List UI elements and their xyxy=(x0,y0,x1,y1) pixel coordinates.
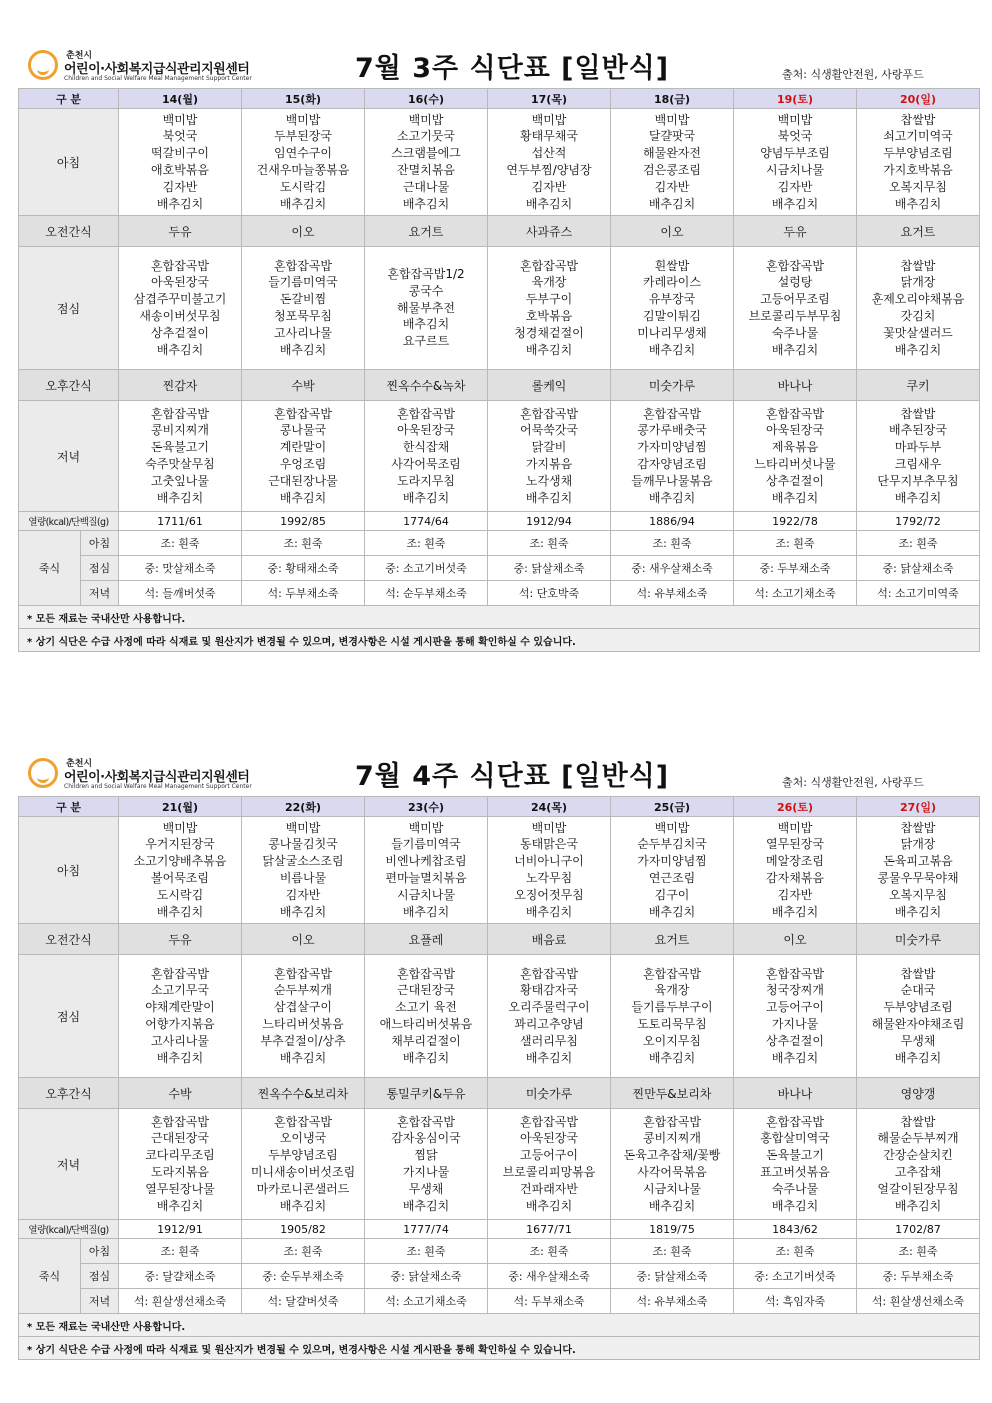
calorie-cell: 1912/94 xyxy=(488,512,611,531)
porridge-cell: 석: 순두부채소죽 xyxy=(365,581,488,606)
porridge-cell: 중: 닭살채소죽 xyxy=(365,1264,488,1289)
porridge-cell: 조: 흰죽 xyxy=(734,1239,857,1264)
calorie-cell: 1922/78 xyxy=(734,512,857,531)
pm-snack-row xyxy=(19,370,980,401)
calorie-cell: 1792/72 xyxy=(857,512,980,531)
porridge-cell: 조: 흰죽 xyxy=(119,531,242,556)
org-city: 춘천시 xyxy=(66,51,93,61)
week-3-section xyxy=(0,0,992,648)
source-text: 출처: 식생활안전원, 사랑푸드 xyxy=(782,776,924,789)
porridge-cell: 석: 흰살생선채소죽 xyxy=(857,1289,980,1314)
day-header: 23(수) xyxy=(365,797,488,817)
breakfast-cell: 백미밥 두부된장국 임연수구이 건새우마늘쫑볶음 도시락김 배추김치 xyxy=(242,109,365,216)
note-row xyxy=(19,1337,980,1360)
porridge-row xyxy=(19,581,980,606)
note-row xyxy=(19,1314,980,1337)
porridge-sub-label: 저녁 xyxy=(81,1289,119,1314)
day-header: 27(일) xyxy=(857,797,980,817)
porridge-row xyxy=(19,1289,980,1314)
org-english-name: Children and Social Welfare Meal Management Support Center xyxy=(64,783,252,790)
pm-snack-cell: 미숫가루 xyxy=(488,1078,611,1109)
dinner-cell: 혼합잡곡밥 감자옹심이국 찜닭 가지나물 무생채 배추김치 xyxy=(365,1109,488,1220)
dinner-cell: 혼합잡곡밥 아욱된장국 한식잡채 사각어묵조림 도라지무침 배추김치 xyxy=(365,401,488,512)
breakfast-cell: 백미밥 북엇국 양념두부조림 시금치나물 김자반 배추김치 xyxy=(734,109,857,216)
org-name: 어린이·사회복지급식관리지원센터 xyxy=(64,770,250,785)
org-english-name: Children and Social Welfare Meal Management Support Center xyxy=(64,75,252,82)
smile-logo-icon xyxy=(28,50,58,80)
am-snack-label: 오전간식 xyxy=(19,216,119,247)
porridge-cell: 석: 유부채소죽 xyxy=(611,581,734,606)
porridge-row xyxy=(19,1264,980,1289)
week-4-section xyxy=(0,708,992,1356)
note-text: * 모든 재료는 국내산만 사용합니다. xyxy=(19,1314,980,1337)
lunch-cell: 흰쌀밥 카레라이스 유부장국 김말이튀김 미나리무생채 배추김치 xyxy=(611,247,734,370)
am-snack-cell: 이오 xyxy=(242,216,365,247)
porridge-cell: 석: 달걀버섯죽 xyxy=(242,1289,365,1314)
pm-snack-row xyxy=(19,1078,980,1109)
pm-snack-cell: 바나나 xyxy=(734,1078,857,1109)
breakfast-label: 아침 xyxy=(19,109,119,216)
am-snack-cell: 이오 xyxy=(611,216,734,247)
porridge-cell: 중: 새우살채소죽 xyxy=(488,1264,611,1289)
porridge-cell: 석: 소고기채소죽 xyxy=(365,1289,488,1314)
lunch-cell: 혼합잡곡밥 들기름미역국 돈갈비찜 청포묵무침 고사리나물 배추김치 xyxy=(242,247,365,370)
porridge-cell: 석: 단호박죽 xyxy=(488,581,611,606)
lunch-cell: 혼합잡곡밥 순두부찌개 삼겹살구이 느타리버섯볶음 부추겉절이/상추 배추김치 xyxy=(242,955,365,1078)
breakfast-cell: 백미밥 열무된장국 메알장조림 감자채볶음 김자반 배추김치 xyxy=(734,817,857,924)
lunch-cell: 혼합잡곡밥 황태감자국 오리주물럭구이 꽈리고추양념 샐러리무침 배추김치 xyxy=(488,955,611,1078)
calorie-cell: 1819/75 xyxy=(611,1220,734,1239)
porridge-sub-label: 점심 xyxy=(81,1264,119,1289)
lunch-cell: 혼합잡곡밥 아욱된장국 삼겹주꾸미불고기 새송이버섯무침 상추겉절이 배추김치 xyxy=(119,247,242,370)
note-row xyxy=(19,629,980,652)
pm-snack-label: 오후간식 xyxy=(19,1078,119,1109)
porridge-cell: 중: 닭살채소죽 xyxy=(488,556,611,581)
note-row xyxy=(19,606,980,629)
dinner-label: 저녁 xyxy=(19,1109,119,1220)
porridge-sub-label: 점심 xyxy=(81,556,119,581)
porridge-cell: 조: 흰죽 xyxy=(365,531,488,556)
dinner-cell: 혼합잡곡밥 콩가루배춧국 가자미양념찜 감자양념조림 들깨무나물볶음 배추김치 xyxy=(611,401,734,512)
breakfast-cell: 백미밥 들기름미역국 비엔나케찹조림 편마늘멸치볶음 시금치나물 배추김치 xyxy=(365,817,488,924)
porridge-label: 죽식 xyxy=(19,531,81,606)
pm-snack-cell: 쿠키 xyxy=(857,370,980,401)
breakfast-cell: 찹쌀밥 쇠고기미역국 두부양념조림 가지호박볶음 오복지무침 배추김치 xyxy=(857,109,980,216)
pm-snack-cell: 수박 xyxy=(119,1078,242,1109)
porridge-cell: 중: 소고기버섯죽 xyxy=(734,1264,857,1289)
dinner-cell: 혼합잡곡밥 아욱된장국 제육볶음 느타리버섯나물 상추겉절이 배추김치 xyxy=(734,401,857,512)
calorie-label: 열량(kcal)/단백질(g) xyxy=(19,512,119,531)
breakfast-cell: 백미밥 순두부김치국 가자미양념찜 연근조림 김구이 배추김치 xyxy=(611,817,734,924)
pm-snack-cell: 통밀쿠키&두유 xyxy=(365,1078,488,1109)
porridge-cell: 석: 소고기미역죽 xyxy=(857,581,980,606)
org-city: 춘천시 xyxy=(66,759,93,769)
dinner-cell: 혼합잡곡밥 아욱된장국 고등어구이 브로콜리피망볶음 건파래자반 배추김치 xyxy=(488,1109,611,1220)
day-header: 22(화) xyxy=(242,797,365,817)
porridge-sub-label: 아침 xyxy=(81,1239,119,1264)
porridge-cell: 조: 흰죽 xyxy=(857,1239,980,1264)
breakfast-cell: 백미밥 황태무채국 섭산적 연두부찜/양념장 김자반 배추김치 xyxy=(488,109,611,216)
porridge-cell: 조: 흰죽 xyxy=(611,531,734,556)
day-header-row xyxy=(19,797,980,817)
calorie-row xyxy=(19,512,980,531)
dinner-cell: 찹쌀밥 배추된장국 마파두부 크림새우 단무지부추무침 배추김치 xyxy=(857,401,980,512)
porridge-cell: 중: 두부채소죽 xyxy=(734,556,857,581)
porridge-cell: 석: 흰살생선채소죽 xyxy=(119,1289,242,1314)
porridge-cell: 중: 황태채소죽 xyxy=(242,556,365,581)
porridge-cell: 조: 흰죽 xyxy=(365,1239,488,1264)
day-header: 20(일) xyxy=(857,89,980,109)
gubun-header: 구 분 xyxy=(19,89,119,109)
am-snack-cell: 요플레 xyxy=(365,924,488,955)
smile-logo-icon xyxy=(28,758,58,788)
breakfast-cell: 백미밥 소고기뭇국 스크램블에그 잔멸치볶음 근대나물 배추김치 xyxy=(365,109,488,216)
day-header: 18(금) xyxy=(611,89,734,109)
calorie-cell: 1912/91 xyxy=(119,1220,242,1239)
porridge-label: 죽식 xyxy=(19,1239,81,1314)
calorie-row xyxy=(19,1220,980,1239)
porridge-sub-label: 아침 xyxy=(81,531,119,556)
day-header: 19(토) xyxy=(734,89,857,109)
porridge-cell: 중: 새우살채소죽 xyxy=(611,556,734,581)
porridge-cell: 조: 흰죽 xyxy=(488,531,611,556)
calorie-cell: 1711/61 xyxy=(119,512,242,531)
calorie-cell: 1886/94 xyxy=(611,512,734,531)
calorie-cell: 1843/62 xyxy=(734,1220,857,1239)
pm-snack-cell: 찐옥수수&보리차 xyxy=(242,1078,365,1109)
lunch-cell: 혼합잡곡밥 육개장 두부구이 호박볶음 청경채겉절이 배추김치 xyxy=(488,247,611,370)
day-header: 26(토) xyxy=(734,797,857,817)
calorie-cell: 1777/74 xyxy=(365,1220,488,1239)
dinner-cell: 혼합잡곡밥 콩비지찌개 돈육고추잡채/꽃빵 사각어묵볶음 시금치나물 배추김치 xyxy=(611,1109,734,1220)
calorie-cell: 1702/87 xyxy=(857,1220,980,1239)
breakfast-row xyxy=(19,817,980,924)
am-snack-cell: 두유 xyxy=(734,216,857,247)
note-text: * 상기 식단은 수급 사정에 따라 식재료 및 원산지가 변경될 수 있으며, 변경사항은 시설 게시판을 통해 확인하실 수 있습니다. xyxy=(19,629,980,652)
porridge-cell: 중: 두부채소죽 xyxy=(857,1264,980,1289)
breakfast-cell: 백미밥 북엇국 떡갈비구이 애호박볶음 김자반 배추김치 xyxy=(119,109,242,216)
am-snack-row xyxy=(19,924,980,955)
breakfast-cell: 백미밥 동태맑은국 너비아니구이 노각무침 오징어젓무침 배추김치 xyxy=(488,817,611,924)
day-header: 25(금) xyxy=(611,797,734,817)
am-snack-cell: 요거트 xyxy=(611,924,734,955)
source-text: 출처: 식생활안전원, 사랑푸드 xyxy=(782,68,924,81)
day-header-row xyxy=(19,89,980,109)
lunch-cell: 혼합잡곡밥 청국장찌개 고등어구이 가지나물 상추겉절이 배추김치 xyxy=(734,955,857,1078)
note-text: * 모든 재료는 국내산만 사용합니다. xyxy=(19,606,980,629)
dinner-cell: 혼합잡곡밥 홍합살미역국 돈육불고기 표고버섯볶음 숙주나물 배추김치 xyxy=(734,1109,857,1220)
porridge-sub-label: 저녁 xyxy=(81,581,119,606)
day-header: 24(목) xyxy=(488,797,611,817)
breakfast-cell: 백미밥 콩나물김칫국 닭살굴소스조림 비름나물 김자반 배추김치 xyxy=(242,817,365,924)
am-snack-cell: 요거트 xyxy=(365,216,488,247)
am-snack-cell: 두유 xyxy=(119,216,242,247)
week-header xyxy=(0,708,992,796)
calorie-label: 열량(kcal)/단백질(g) xyxy=(19,1220,119,1239)
dinner-row xyxy=(19,1109,980,1220)
pm-snack-cell: 바나나 xyxy=(734,370,857,401)
porridge-cell: 중: 순두부채소죽 xyxy=(242,1264,365,1289)
porridge-cell: 조: 흰죽 xyxy=(734,531,857,556)
menu-table xyxy=(18,88,980,652)
page-title: 7월 3주 식단표 [일반식] xyxy=(355,53,670,84)
breakfast-row xyxy=(19,109,980,216)
dinner-cell: 혼합잡곡밥 근대된장국 코다리무조림 도라지볶음 열무된장나물 배추김치 xyxy=(119,1109,242,1220)
center-logo xyxy=(28,756,268,792)
porridge-cell: 조: 흰죽 xyxy=(119,1239,242,1264)
lunch-row xyxy=(19,247,980,370)
dinner-cell: 찹쌀밥 해물순두부찌개 간장순살치킨 고추잡채 얼갈이된장무침 배추김치 xyxy=(857,1109,980,1220)
am-snack-cell: 사과쥬스 xyxy=(488,216,611,247)
porridge-cell: 중: 맛살채소죽 xyxy=(119,556,242,581)
pm-snack-label: 오후간식 xyxy=(19,370,119,401)
porridge-cell: 석: 들깨버섯죽 xyxy=(119,581,242,606)
dinner-cell: 혼합잡곡밥 어묵쑥갓국 닭갈비 가지볶음 노각생채 배추김치 xyxy=(488,401,611,512)
lunch-cell: 혼합잡곡밥 소고기무국 야채계란말이 어향가지볶음 고사리나물 배추김치 xyxy=(119,955,242,1078)
day-header: 15(화) xyxy=(242,89,365,109)
lunch-label: 점심 xyxy=(19,955,119,1078)
lunch-cell: 찹쌀밥 닭개장 훈제오리야채볶음 갓김치 꽃맛살샐러드 배추김치 xyxy=(857,247,980,370)
dinner-cell: 혼합잡곡밥 오이냉국 두부양념조림 미니새송이버섯조림 마카로니콘샐러드 배추김치 xyxy=(242,1109,365,1220)
org-name: 어린이·사회복지급식관리지원센터 xyxy=(64,62,250,77)
pm-snack-cell: 수박 xyxy=(242,370,365,401)
breakfast-cell: 찹쌀밥 닭개장 돈육피고볶음 콩물우무묵야채 오복지무침 배추김치 xyxy=(857,817,980,924)
am-snack-row xyxy=(19,216,980,247)
porridge-cell: 조: 흰죽 xyxy=(242,531,365,556)
porridge-cell: 조: 흰죽 xyxy=(611,1239,734,1264)
week-header xyxy=(0,0,992,88)
porridge-cell: 중: 닭살채소죽 xyxy=(857,556,980,581)
center-logo xyxy=(28,48,268,84)
menu-table xyxy=(18,796,980,1360)
day-header: 17(목) xyxy=(488,89,611,109)
porridge-cell: 조: 흰죽 xyxy=(488,1239,611,1264)
lunch-cell: 혼합잡곡밥1/2 콩국수 해물부추전 배추김치 요구르트 xyxy=(365,247,488,370)
porridge-cell: 조: 흰죽 xyxy=(857,531,980,556)
porridge-cell: 석: 두부채소죽 xyxy=(242,581,365,606)
am-snack-label: 오전간식 xyxy=(19,924,119,955)
lunch-label: 점심 xyxy=(19,247,119,370)
dinner-cell: 혼합잡곡밥 콩비지찌개 돈육불고기 숙주맛살무침 고춧잎나물 배추김치 xyxy=(119,401,242,512)
note-text: * 상기 식단은 수급 사정에 따라 식재료 및 원산지가 변경될 수 있으며, 변경사항은 시설 게시판을 통해 확인하실 수 있습니다. xyxy=(19,1337,980,1360)
am-snack-cell: 요거트 xyxy=(857,216,980,247)
dinner-row xyxy=(19,401,980,512)
pm-snack-cell: 찐감자 xyxy=(119,370,242,401)
am-snack-cell: 이오 xyxy=(734,924,857,955)
day-header: 16(수) xyxy=(365,89,488,109)
pm-snack-cell: 찐만두&보리차 xyxy=(611,1078,734,1109)
lunch-cell: 찹쌀밥 순대국 두부양념조림 해물완자야채조림 무생채 배추김치 xyxy=(857,955,980,1078)
porridge-row xyxy=(19,556,980,581)
calorie-cell: 1677/71 xyxy=(488,1220,611,1239)
calorie-cell: 1992/85 xyxy=(242,512,365,531)
lunch-cell: 혼합잡곡밥 설렁탕 고등어무조림 브로콜리두부무침 숙주나물 배추김치 xyxy=(734,247,857,370)
am-snack-cell: 미숫가루 xyxy=(857,924,980,955)
day-header: 14(월) xyxy=(119,89,242,109)
calorie-cell: 1774/64 xyxy=(365,512,488,531)
gubun-header: 구 분 xyxy=(19,797,119,817)
lunch-cell: 혼합잡곡밥 육개장 들기름두부구이 도토리묵무침 오이지무침 배추김치 xyxy=(611,955,734,1078)
porridge-cell: 조: 흰죽 xyxy=(242,1239,365,1264)
am-snack-cell: 두유 xyxy=(119,924,242,955)
porridge-cell: 석: 유부채소죽 xyxy=(611,1289,734,1314)
lunch-row xyxy=(19,955,980,1078)
day-header: 21(월) xyxy=(119,797,242,817)
am-snack-cell: 이오 xyxy=(242,924,365,955)
page-title: 7월 4주 식단표 [일반식] xyxy=(355,761,670,792)
porridge-cell: 중: 닭살채소죽 xyxy=(611,1264,734,1289)
dinner-label: 저녁 xyxy=(19,401,119,512)
porridge-cell: 석: 소고기채소죽 xyxy=(734,581,857,606)
dinner-cell: 혼합잡곡밥 콩나물국 계란말이 우엉조림 근대된장나물 배추김치 xyxy=(242,401,365,512)
lunch-cell: 혼합잡곡밥 근대된장국 소고기 육전 애느타리버섯볶음 채부리겉절이 배추김치 xyxy=(365,955,488,1078)
breakfast-cell: 백미밥 달걀팟국 해물완자전 검은콩조림 김자반 배추김치 xyxy=(611,109,734,216)
calorie-cell: 1905/82 xyxy=(242,1220,365,1239)
pm-snack-cell: 미숫가루 xyxy=(611,370,734,401)
pm-snack-cell: 롤케익 xyxy=(488,370,611,401)
porridge-cell: 중: 소고기버섯죽 xyxy=(365,556,488,581)
pm-snack-cell: 영양갱 xyxy=(857,1078,980,1109)
pm-snack-cell: 찐옥수수&녹차 xyxy=(365,370,488,401)
breakfast-cell: 백미밥 우거지된장국 소고기양배추볶음 볼어묵조림 도시락김 배추김치 xyxy=(119,817,242,924)
am-snack-cell: 배음료 xyxy=(488,924,611,955)
porridge-cell: 석: 흑임자죽 xyxy=(734,1289,857,1314)
porridge-cell: 중: 달걀채소죽 xyxy=(119,1264,242,1289)
breakfast-label: 아침 xyxy=(19,817,119,924)
porridge-cell: 석: 두부채소죽 xyxy=(488,1289,611,1314)
porridge-row xyxy=(19,1239,980,1264)
porridge-row xyxy=(19,531,980,556)
